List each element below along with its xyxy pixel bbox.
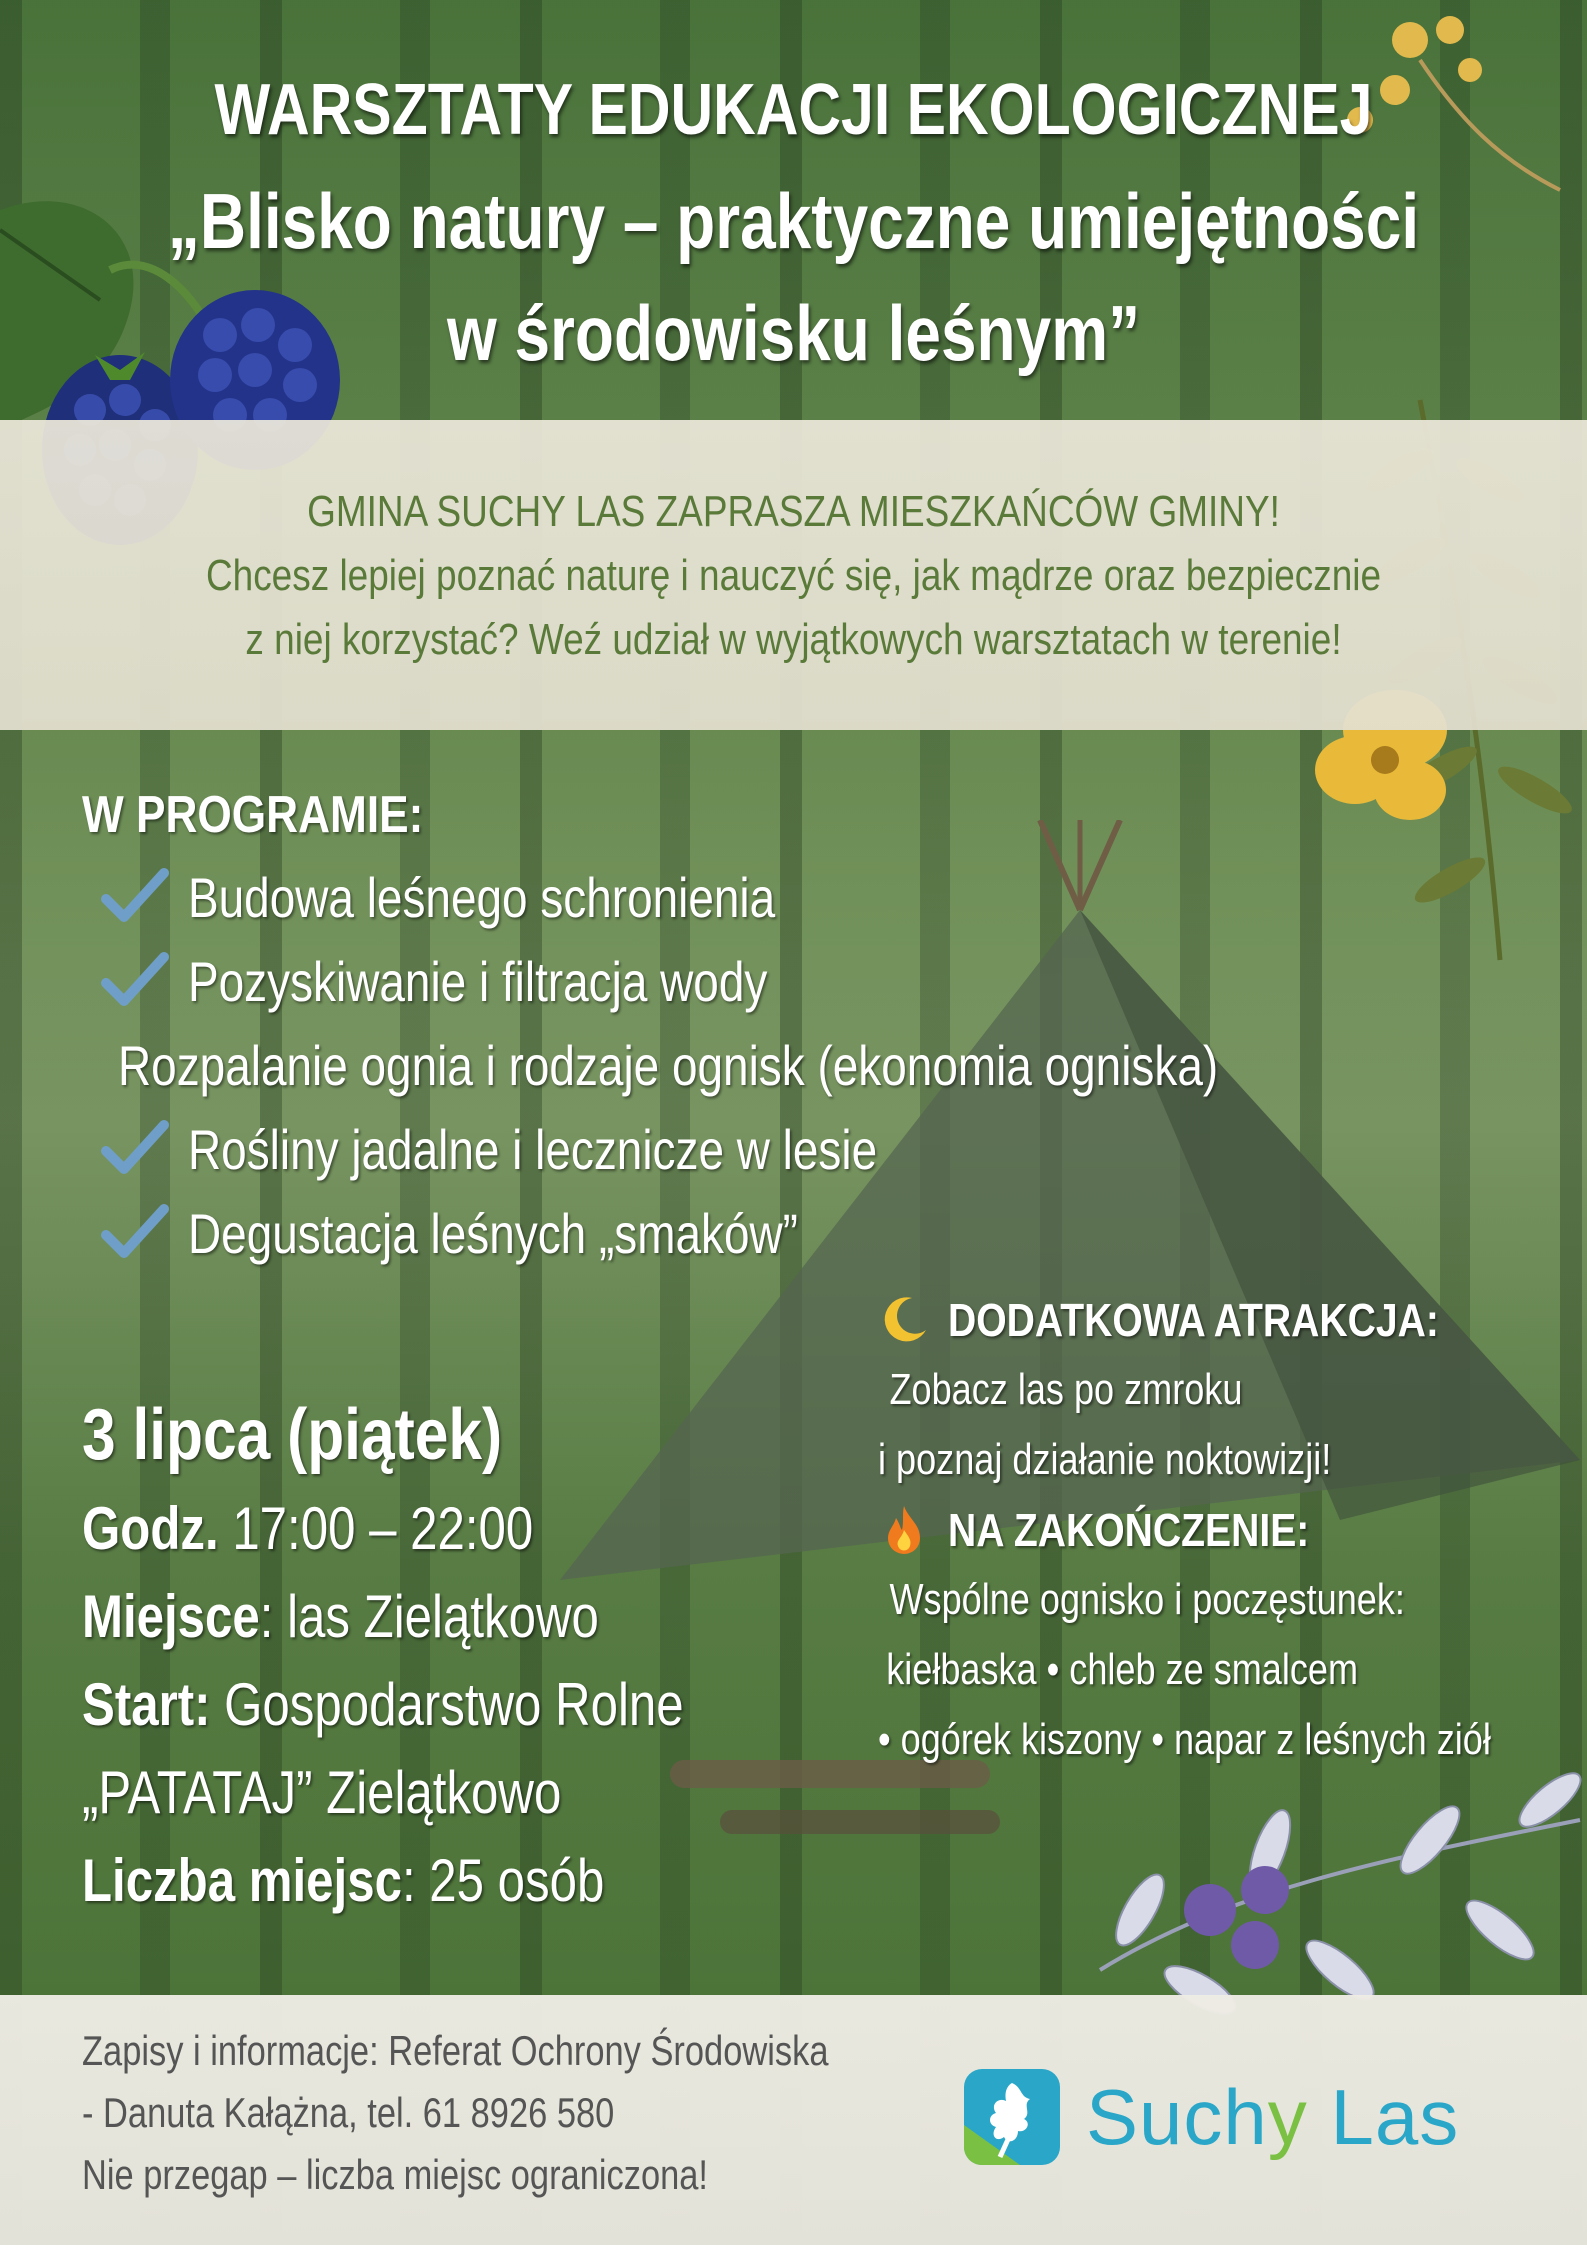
intro-text-block [0,480,1587,672]
footer-line-1: Zapisy i informacje: Referat Ochrony Środowiska [82,2027,829,2074]
suchy-las-logo [960,2062,1520,2172]
program-item [82,1023,1442,1107]
checkmark-icon [100,1119,170,1179]
extra-heading-2-label: NA ZAKOŃCZENIE: [948,1504,1310,1556]
program-item [82,1107,1442,1191]
event-start-continued: „PATATAJ” Zielątkowo [82,1759,562,1826]
program-item-label: Budowa leśnego schronienia [188,865,776,929]
program-section [82,775,1442,1275]
program-item-label: Pozyskiwanie i filtracja wody [188,949,768,1013]
program-item-label: Rozpalanie ognia i rodzaje ognisk (ekonomia ogniska) [118,1033,1219,1097]
checkmark-icon [100,867,170,927]
extra-attractions [878,1285,1578,1775]
checkmark-icon [100,1203,170,1263]
start-label: Start: [82,1671,211,1738]
intro-line-2: Chcesz lepiej poznać naturę i nauczyć się, jak mądrze oraz bezpiecznie [205,551,1382,600]
event-details [82,1385,842,1925]
logo-text-part-1: Such [1086,2072,1268,2161]
program-item-label: Degustacja leśnych „smaków” [188,1201,798,1265]
extra-heading-2 [878,1495,1578,1565]
title-line-3: w środowisku leśnym” [446,289,1141,377]
start-value: Gospodarstwo Rolne [210,1671,684,1738]
seats-label: Liczba miejsc [82,1847,402,1914]
oak-leaf-logo-icon [960,2065,1064,2169]
place-label: Miejsce [82,1583,260,1650]
title-line-1: WARSZTATY EDUKACJI EKOLOGICZNEJ [214,70,1373,150]
event-place [82,1573,705,1661]
extra-heading-1 [878,1285,1578,1355]
event-hours [82,1485,705,1573]
footer-line-3: Nie przegap – liczba miejsc ograniczona! [82,2151,708,2198]
hours-value: 17:00 – 22:00 [218,1495,534,1562]
title-block [0,55,1587,389]
logo-text [1086,2072,1459,2163]
program-item [82,855,1442,939]
extra-heading-1-label: DODATKOWA ATRAKCJA: [948,1294,1439,1346]
fire-icon [878,1504,930,1556]
extra-text-2b: kiełbaska • chleb ze smalcem [886,1645,1359,1694]
event-date: 3 lipca (piątek) [82,1395,503,1475]
program-title: W PROGRAMIE: [82,786,424,844]
program-item [82,1191,1442,1275]
event-seats [82,1837,705,1925]
logo-text-part-3: Las [1307,2072,1460,2161]
program-item [82,939,1442,1023]
event-start [82,1661,705,1749]
title-line-2: „Blisko natury – praktyczne umiejętności [167,177,1420,265]
extra-text-2c: • ogórek kiszony • napar z leśnych ziół [878,1715,1491,1764]
intro-line-1: GMINA SUCHY LAS ZAPRASZA MIESZKAŃCÓW GMINY! [307,487,1280,536]
footer-line-2: - Danuta Kałążna, tel. 61 8926 580 [82,2089,615,2136]
seats-value: : 25 osób [401,1847,605,1914]
extra-text-1b: i poznaj działanie noktowizji! [878,1435,1332,1484]
hours-label: Godz. [82,1495,219,1562]
extra-text-2a: Wspólne ognisko i poczęstunek: [889,1575,1405,1624]
extra-text-1a: Zobacz las po zmroku [889,1365,1243,1414]
logo-text-part-2: y [1267,2072,1308,2161]
footer-contact [82,2020,982,2206]
place-value: : las Zielątkowo [259,1583,599,1650]
intro-line-3: z niej korzystać? Weź udział w wyjątkowych warsztatach w terenie! [245,615,1342,664]
checkmark-icon [100,951,170,1011]
moon-icon [878,1294,930,1346]
program-item-label: Rośliny jadalne i lecznicze w lesie [188,1117,878,1181]
